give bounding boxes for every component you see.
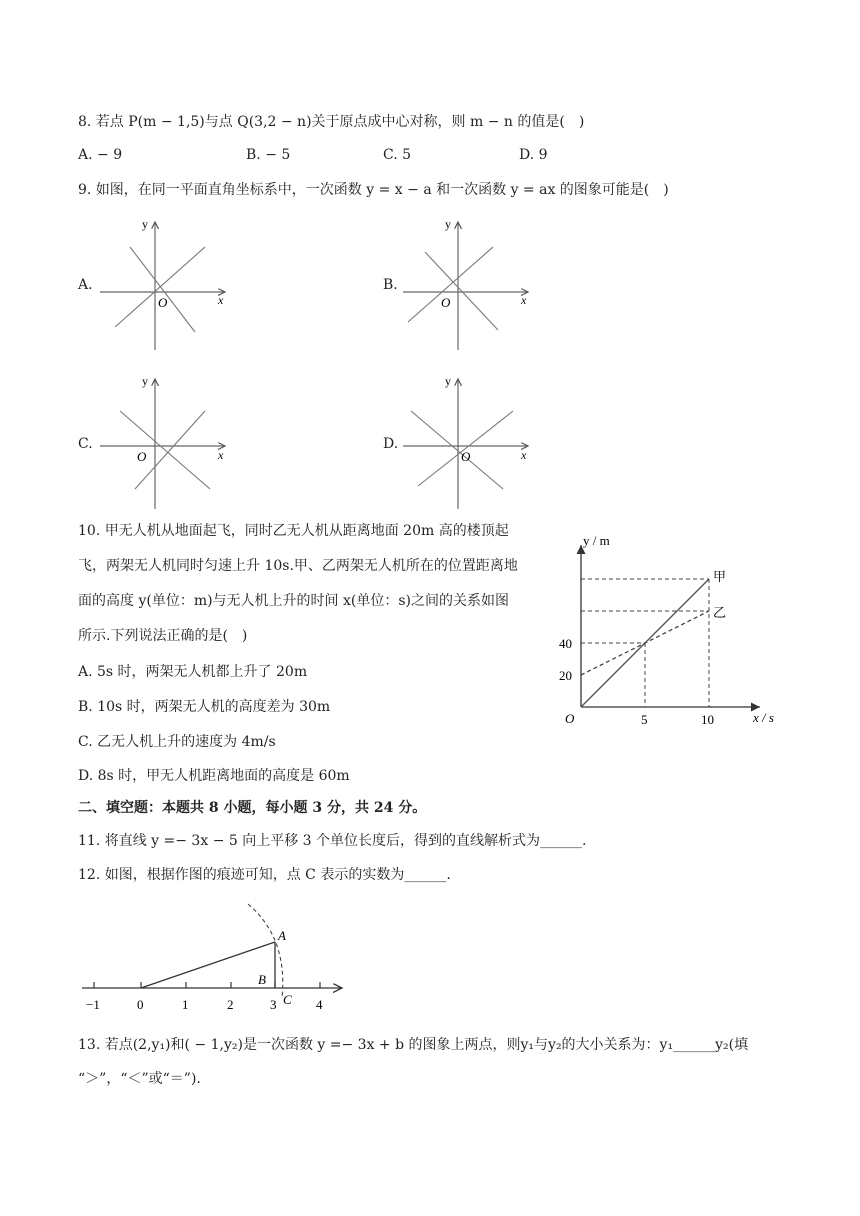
tick-label-neg1: −1 <box>86 997 100 1012</box>
q10-stem-line-1: 10. 甲无人机从地面起飞，同时乙无人机从距离地面 20m 高的楼顶起 <box>78 523 509 539</box>
q10-chart <box>555 525 795 735</box>
q9-graph-c <box>100 371 240 513</box>
origin-label: O <box>441 295 451 310</box>
q9-graph-a <box>100 212 240 354</box>
chart-origin: O <box>565 711 575 726</box>
q9-option-b-label: B. <box>383 277 398 293</box>
q9-graph-b <box>403 212 543 354</box>
point-b-label: B <box>258 972 266 987</box>
tick-label-4: 4 <box>316 997 323 1012</box>
q9-graph-d <box>403 371 543 513</box>
x-tick-label: 10 <box>701 712 714 727</box>
q13-line-1: 13. 若点(2,y₁)和( − 1,y₂)是一次函数 y =− 3x + b 的图象上两点，则y₁与y₂的大小关系为：y₁______y₂(填 <box>78 1037 749 1053</box>
origin-label: O <box>461 449 471 464</box>
q8-stem: 8. 若点 P(m − 1,5)与点 Q(3,2 − n)关于原点成中心对称，则 m − n 的值是( ) <box>78 114 585 130</box>
q8-option-c: C. 5 <box>383 147 412 163</box>
graph-line-1 <box>411 411 503 489</box>
y-axis-label: y <box>142 374 148 388</box>
chart-x-label: x / s <box>753 710 774 725</box>
point-a-label: A <box>278 928 286 943</box>
x-axis-label: x <box>521 293 527 307</box>
q10-stem-line-2: 飞，两架无人机同时匀速上升 10s.甲、乙两架无人机所在的位置距离地 <box>78 558 518 574</box>
x-axis-label: x <box>218 293 224 307</box>
q8-option-b: B. − 5 <box>246 147 291 163</box>
segment-0A <box>141 942 275 988</box>
point-c-label: C <box>283 992 292 1007</box>
section2-heading: 二、填空题：本题共 8 小题，每小题 3 分，共 24 分。 <box>78 800 427 816</box>
q8-option-d: D. 9 <box>519 147 548 163</box>
tick-label-2: 2 <box>227 997 234 1012</box>
series-yi-label: 乙 <box>713 605 727 620</box>
y-tick-label: 40 <box>559 636 572 651</box>
graph-line-1 <box>120 411 210 489</box>
tick-label-0: 0 <box>137 997 144 1012</box>
q10-option-d: D. 8s 时，甲无人机距离地面的高度是 60m <box>78 768 350 784</box>
y-axis-label: y <box>142 217 148 231</box>
q9-option-a-label: A. <box>78 277 93 293</box>
y-tick-label: 20 <box>559 668 572 683</box>
q10-stem-line-4: 所示.下列说法正确的是( ) <box>78 628 248 644</box>
graph-line-2 <box>425 252 498 330</box>
x-axis-label: x <box>218 448 224 462</box>
y-axis-label: y <box>445 374 451 388</box>
x-tick-label: 5 <box>641 712 648 727</box>
q13-line-2: “＞”，“＜”或“＝”). <box>78 1071 201 1087</box>
origin-label: O <box>137 449 147 464</box>
q8-option-a: A. − 9 <box>78 147 123 163</box>
series-jia-label: 甲 <box>713 569 727 584</box>
q9-option-d-label: D. <box>383 436 399 452</box>
chart-y-label: y / m <box>583 533 610 548</box>
tick-label-1: 1 <box>182 997 189 1012</box>
q9-stem: 9. 如图，在同一平面直角坐标系中，一次函数 y = x − a 和一次函数 y = ax 的图象可能是( ) <box>78 182 669 198</box>
q10-stem-line-3: 面的高度 y(单位：m)与无人机上升的时间 x(单位：s)之间的关系如图 <box>78 593 510 609</box>
q10-option-b: B. 10s 时，两架无人机的高度差为 30m <box>78 699 331 715</box>
q11-stem: 11. 将直线 y =− 3x − 5 向上平移 3 个单位长度后，得到的直线解析式为______. <box>78 833 587 849</box>
tick-label-3: 3 <box>270 997 277 1012</box>
q12-stem: 12. 如图，根据作图的痕迹可知，点 C 表示的实数为______. <box>78 867 451 883</box>
q9-option-c-label: C. <box>78 436 93 452</box>
graph-line-2 <box>130 247 195 332</box>
y-axis-label: y <box>445 217 451 231</box>
origin-label: O <box>158 295 168 310</box>
q12-number-line-figure <box>80 898 350 1018</box>
x-axis-label: x <box>521 448 527 462</box>
q10-option-a: A. 5s 时，两架无人机都上升了 20m <box>78 664 308 680</box>
q10-option-c: C. 乙无人机上升的速度为 4m/s <box>78 734 276 750</box>
